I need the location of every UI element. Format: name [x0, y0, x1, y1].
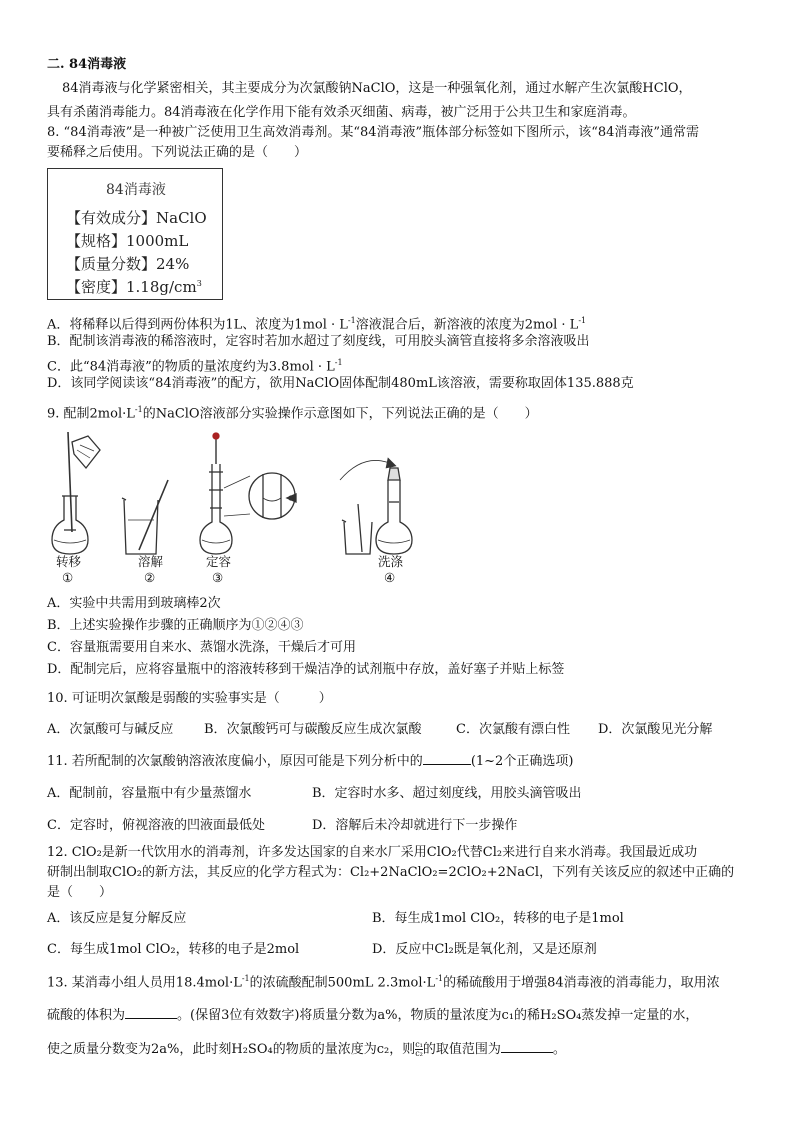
section-title: 二. 84消毒液: [47, 57, 127, 72]
q10-option-a: A．次氯酸可与碱反应: [47, 722, 174, 737]
q12-option-b: B．每生成1mol ClO₂，转移的电子是1mol: [372, 911, 624, 926]
q11-option-b: B．定容时水多、超过刻度线，用胶头滴管吸出: [312, 786, 582, 801]
q12-stem-1: 12. ClO₂是新一代饮用水的消毒剂，许多发达国家的自来水厂采用ClO₂代替Cl₂来进行自来水消毒。我国最近成功: [47, 845, 698, 860]
q9-option-d: D．配制完后，应将容量瓶中的溶液转移到干燥洁净的试剂瓶中存放，盖好塞子并贴上标签: [47, 662, 565, 677]
q13-line-3: 使之质量分数变为2a%，此时刻H₂SO₄的物质的量浓度为c₂，则 $\frac{\text{c₁}}{\text{c₂}}$ 的取值范围为 。: [47, 1040, 566, 1058]
q9-option-a: A．实验中共需用到玻璃棒2次: [47, 596, 221, 611]
q8-stem-1: 8. “84消毒液”是一种被广泛使用卫生高效消毒剂。某“84消毒液”瓶体部分标签如下图所示，该“84消毒液”通常需: [47, 125, 700, 140]
q11-stem: 11. 若所配制的次氯酸钠溶液浓度偏小，原因可能是下列分析中的 (1~2个正确选项): [47, 754, 574, 769]
q12-option-c: C．每生成1mol ClO₂，转移的电子是2mol: [47, 942, 300, 957]
q8-option-b: B．配制该消毒液的稀溶液时，定容时若加水超过了刻度线，可用胶头滴管直接将多余溶液吸出: [47, 334, 590, 349]
c1-over-c2-fraction: $\frac{\text{c₁}}{\text{c₂}}$: [415, 1040, 423, 1058]
q12-stem-3: 是（ ）: [47, 885, 113, 900]
q11-option-d: D．溶解后未冷却就进行下一步操作: [312, 818, 518, 833]
q9-option-b: B．上述实验操作步骤的正确顺序为①②④③: [47, 618, 304, 633]
q12-option-d: D．反应中Cl₂既是氧化剂，又是还原剂: [372, 942, 597, 957]
q13-range-blank: [501, 1040, 553, 1053]
q8-option-c: C．此“84消毒液”的物质的量浓度约为$3.8mol \cdot L^{-1}$: [47, 358, 343, 375]
q11-option-c: C．定容时，俯视溶液的凹液面最低处: [47, 818, 265, 833]
q10-option-d: D．次氯酸见光分解: [598, 722, 713, 737]
q10-option-b: B．次氯酸钙可与碳酸反应生成次氯酸: [204, 722, 422, 737]
intro-line-1: 84消毒液与化学紧密相关，其主要成分为次氯酸钠NaClO，这是一种强氧化剂，通过水解产生次氯酸HClO，: [62, 81, 692, 96]
label-title: 84消毒液: [106, 182, 166, 198]
caption-wash: 洗涤: [378, 554, 404, 569]
constant-volume-apparatus: [200, 433, 296, 554]
q12-option-a: A．该反应是复分解反应: [47, 911, 187, 926]
caption-number-2: ②: [144, 570, 156, 585]
q8-stem-2: 要稀释之后使用。下列说法正确的是（ ）: [47, 145, 308, 160]
q9-option-c: C．容量瓶需要用自来水、蒸馏水洗涤，干燥后才可用: [47, 640, 356, 655]
q10-option-c: C．次氯酸有漂白性: [456, 722, 570, 737]
q10-stem: 10. 可证明次氯酸是弱酸的实验事实是（ ）: [47, 691, 332, 706]
wash-apparatus: [340, 458, 412, 554]
caption-number-4: ④: [384, 570, 396, 585]
label-row-spec: 【规格】1000mL: [66, 232, 189, 250]
label-row-ingredient: 【有效成分】NaClO: [66, 209, 207, 227]
caption-number-3: ③: [212, 570, 224, 585]
transfer-apparatus: [52, 432, 100, 554]
q11-answer-blank: [423, 752, 471, 765]
q8-option-d: D．该同学阅读该“84消毒液”的配方，欲用NaClO固体配制480mL该溶液，需要称取固体135.888克: [47, 376, 634, 391]
q13-volume-blank: [125, 1006, 177, 1019]
lab-operations-figure: [44, 428, 424, 588]
caption-number-1: ①: [62, 570, 74, 585]
intro-line-2: 具有杀菌消毒能力。84消毒液在化学作用下能有效杀灭细菌、病毒，被广泛用于公共卫生和家庭消毒。: [47, 105, 636, 120]
q13-line-1: 13. 某消毒小组人员用$18.4mol\cdot L^{-1}$的浓硫酸配制500mL $2.3mol\cdot L^{-1}$的稀硫酸用于增强84消毒液的消毒能力，取用浓: [47, 974, 720, 991]
caption-dissolve: 溶解: [138, 554, 164, 569]
disinfectant-label-box: [47, 168, 223, 300]
q11-option-a: A．配制前，容量瓶中有少量蒸馏水: [47, 786, 252, 801]
dissolve-apparatus: [122, 480, 168, 554]
q12-stem-2: 研制出制取ClO₂的新方法，其反应的化学方程式为：Cl₂+2NaClO₂=2ClO₂+2NaCl，下列有关该反应的叙述中正确的: [47, 865, 735, 880]
caption-transfer: 转移: [56, 554, 82, 569]
label-row-mass-fraction: 【质量分数】24%: [66, 255, 190, 273]
q13-line-2: 硫酸的体积为 。(保留3位有效数字)将质量分数为a%，物质的量浓度为c₁的稀H₂SO₄蒸发掉一定量的水，: [47, 1008, 699, 1023]
label-row-density: 【密度】$1.18g/cm^3$: [66, 278, 202, 296]
q8-option-a: A．将稀释以后得到两份体积为1L、浓度为$1mol \cdot L^{-1}$溶液混合后，新溶液的浓度为$2mol \cdot L^{-1}$: [47, 316, 587, 333]
caption-constant-volume: 定容: [206, 554, 232, 569]
q9-stem: 9. 配制$2mol\cdot L^{-1}$的NaClO溶液部分实验操作示意图如下，下列说法正确的是（ ）: [47, 405, 538, 422]
